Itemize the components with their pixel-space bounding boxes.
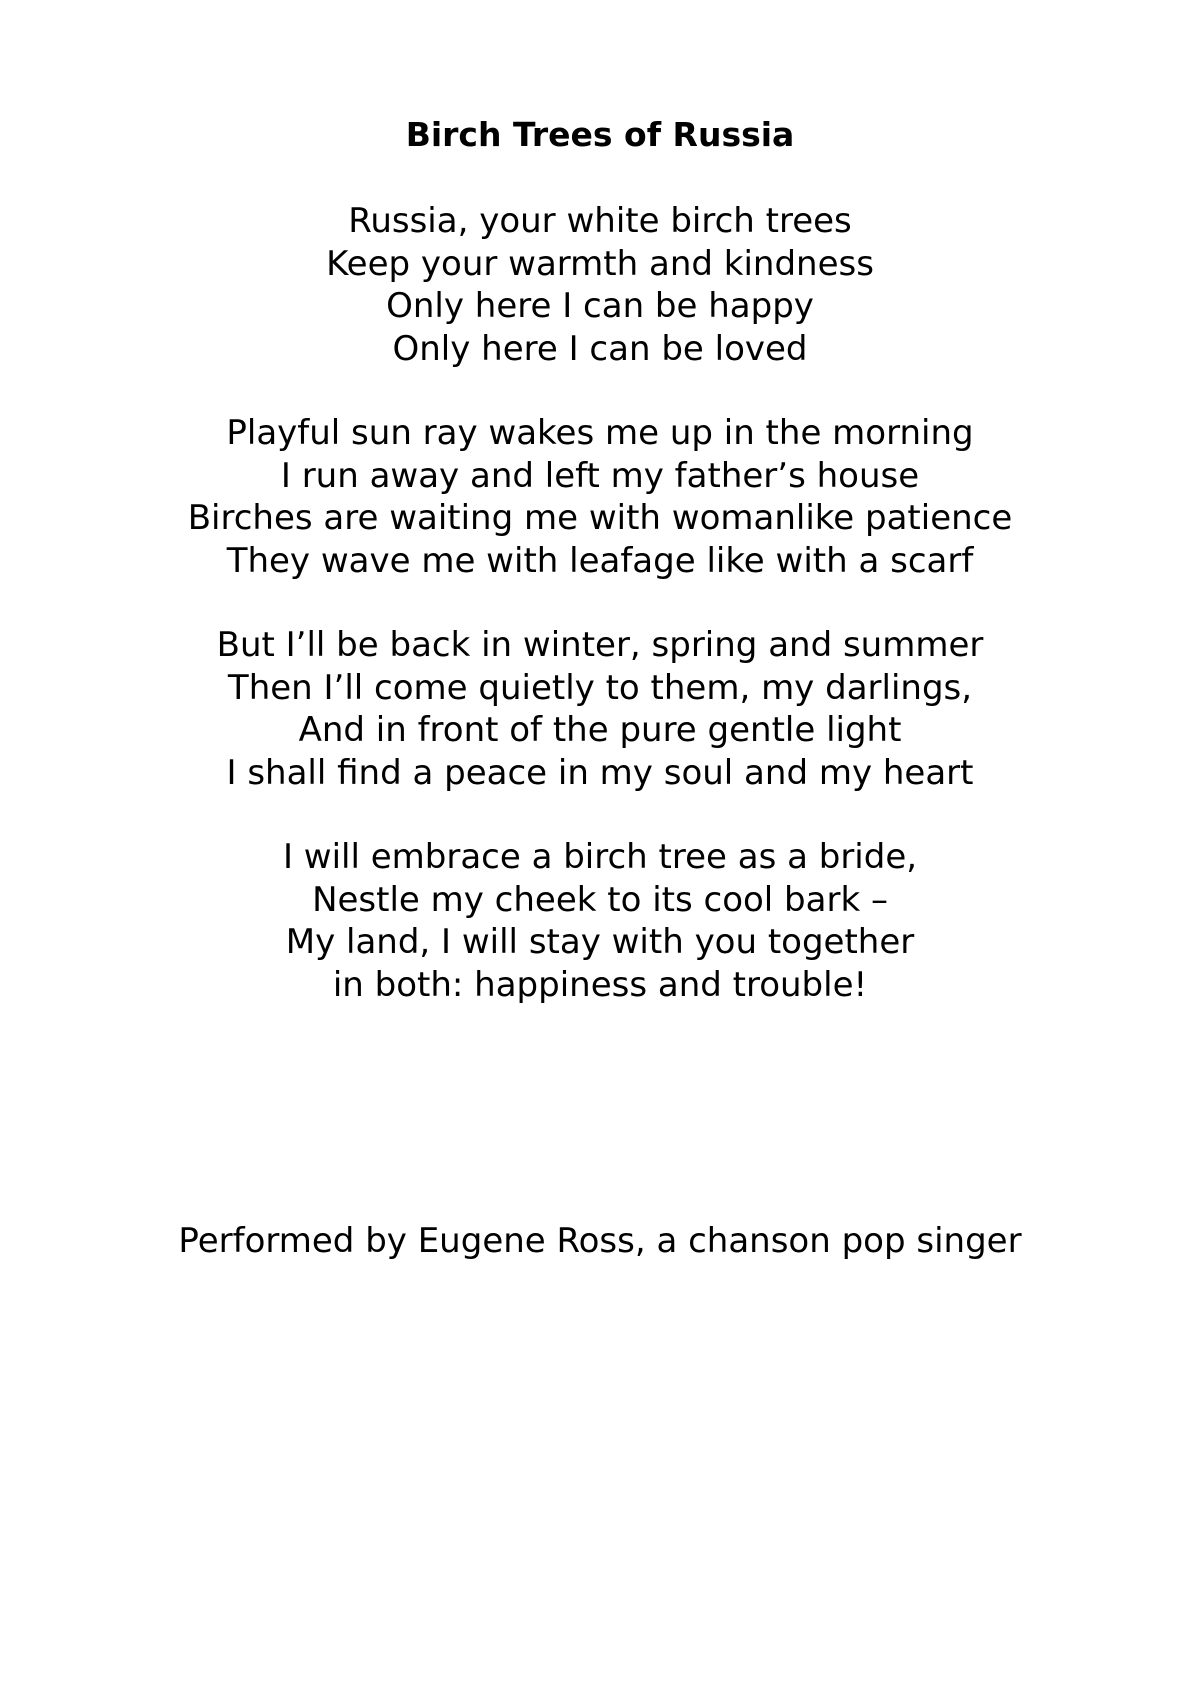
stanza-line: And in front of the pure gentle light	[298, 710, 902, 750]
stanza-line: Russia, your white birch trees	[348, 201, 852, 241]
stanza-line: Keep your warmth and kindness	[326, 243, 874, 284]
stanza-1	[0, 200, 1200, 370]
stanza-line: in both: happiness and trouble!	[332, 964, 868, 1005]
stanza-line: My land, I will stay with you together	[285, 922, 915, 962]
stanza-line: They wave me with leafage like with a scarf	[226, 540, 974, 581]
stanza-3	[0, 624, 1200, 794]
stanza-line: I will embrace a birch tree as a bride,	[282, 837, 918, 877]
stanza-line: But I’ll be back in winter, spring and summer	[216, 625, 984, 665]
stanza-line: Then I’ll come quietly to them, my darlings,	[227, 667, 973, 708]
stanza-line: Only here I can be happy	[386, 286, 814, 326]
stanza-line: Only here I can be loved	[392, 328, 808, 369]
stanza-2	[0, 412, 1200, 582]
stanza-line: I shall find a peace in my soul and my heart	[226, 752, 974, 793]
performer-credit: Performed by Eugene Ross, a chanson pop singer	[178, 1221, 1022, 1261]
stanza-line: Nestle my cheek to its cool bark –	[312, 879, 888, 920]
stanza-line: Birches are waiting me with womanlike patience	[187, 498, 1013, 538]
stanza-line: I run away and left my father’s house	[280, 455, 920, 496]
poem-title: Birch Trees of Russia	[405, 115, 795, 154]
stanza-4	[0, 836, 1200, 1006]
stanza-line: Playful sun ray wakes me up in the morning	[226, 413, 974, 453]
